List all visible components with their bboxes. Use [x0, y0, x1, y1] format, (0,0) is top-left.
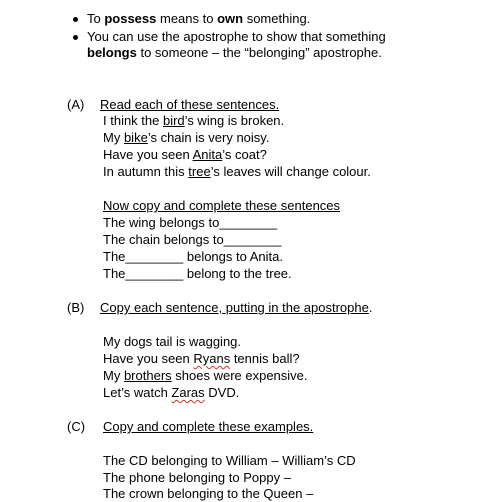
- section-a-sentence-2: My bike’s chain is very noisy.: [103, 130, 270, 145]
- section-a-complete-2: The chain belongs to________: [103, 232, 282, 247]
- section-a-complete-3: The________ belongs to Anita.: [103, 249, 283, 264]
- section-a-sentence-3: Have you seen Anita’s coat?: [103, 147, 267, 162]
- section-c-example-2: The phone belonging to Poppy –: [103, 470, 291, 485]
- section-c-heading: Copy and complete these examples.: [103, 419, 314, 434]
- section-b-sentence-1: My dogs tail is wagging.: [103, 334, 242, 349]
- section-a-sentence-1: I think the bird’s wing is broken.: [103, 113, 285, 128]
- bullet-line-possess: To possess means to own something.: [87, 11, 311, 26]
- section-a-complete-1: The wing belongs to________: [103, 215, 278, 230]
- section-c-example-3: The crown belonging to the Queen –: [103, 486, 314, 501]
- bullet-line-apostrophe: You can use the apostrophe to show that something: [87, 29, 386, 44]
- section-b-label: (B): [67, 300, 85, 315]
- bullet-line-belongs: belongs to someone – the “belonging” apostrophe.: [87, 45, 382, 60]
- section-c-example-1: The CD belonging to William – William’s CD: [103, 453, 356, 468]
- section-a-heading-2: Now copy and complete these sentences: [103, 198, 341, 213]
- section-c-label: (C): [67, 419, 86, 434]
- section-b-sentence-4: Let’s watch Zaras DVD.: [103, 385, 240, 400]
- section-a-label: (A): [67, 97, 85, 112]
- bullet-marker-2: [73, 35, 78, 40]
- bullet-marker-1: [73, 17, 78, 22]
- section-a-heading: Read each of these sentences.: [100, 97, 280, 112]
- section-b-sentence-2: Have you seen Ryans tennis ball?: [103, 351, 300, 366]
- section-a-sentence-4: In autumn this tree’s leaves will change colour.: [103, 164, 371, 179]
- section-b-sentence-3: My brothers shoes were expensive.: [103, 368, 308, 383]
- section-a-complete-4: The________ belong to the tree.: [103, 266, 292, 281]
- section-b-heading-line: Copy each sentence, putting in the apostrophe.: [100, 300, 373, 315]
